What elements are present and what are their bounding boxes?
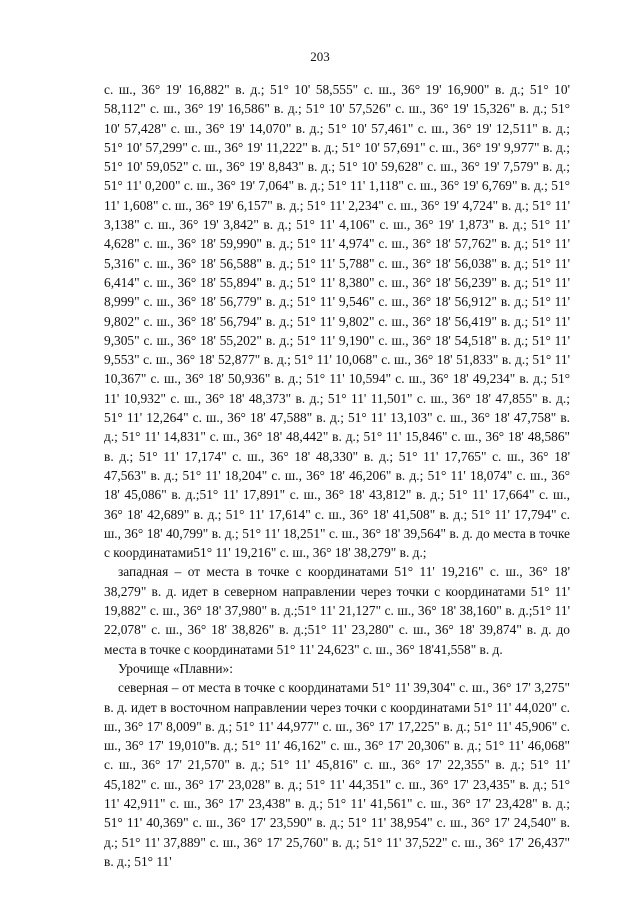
section-heading-plavni: Урочище «Плавни»: [118, 660, 233, 676]
page-number: 203 [310, 49, 330, 64]
northern-boundary: северная – от места в точке с координатами 51° 11' 39,304" с. ш., 36° 17' 3,275" в. д. идет в восточном направлении через точки с координатами 51° 11' 44,020" с. ш., 36° 17' 8,009" в. д.; 51° 11' 44,977" с. ш., 36° 17' 17,225" в. д.; 51° 11' 45,906" с. ш., 36° 17' 19,010"в. д.; 51° 11' 46,162" с. ш., 36° 17' 20,306" в. д.; 51° 11' 46,068" с. ш., 36° 17' 21,570" в. д.; 51° 11' 45,816" с. ш., 36° 17' 22,355" в. д.; 51° 11' 45,182" с. ш., 36° 17' 23,028" в. д.; 51° 11' 44,351" с. ш., 36° 17' 23,435" в. д.; 51° 11' 42,911" с. ш., 36° 17' 23,438" в. д.; 51° 11' 41,561" с. ш., 36° 17' 23,428" в. д.; 51° 11' 40,369" с. ш., 36° 17' 23,590" в. д.; 51° 11' 38,954" с. ш., 36° 17' 24,540" в. д.; 51° 11' 37,889" с. ш., 36° 17' 25,760" в. д.; 51° 11' 37,522" с. ш., 36° 17' 26,437" в. д.; 51° 11' [104, 680, 570, 869]
coordinates-continuation: с. ш., 36° 19' 16,882" в. д.; 51° 10' 58,555" с. ш., 36° 19' 16,900" в. д.; 51° 10' 58,112" с. ш., 36° 19' 16,586" в. д.; 51° 10' 57,526" с. ш., 36° 19' 15,326" в. д.; 51° 10' 57,428" с. ш., 36° 19' 14,070" в. д.; 51° 10' 57,461" с. ш., 36° 19' 12,511" в. д.; 51° 10' 57,299" с. ш., 36° 19' 11,222" в. д.; 51° 10' 57,691" с. ш., 36° 19' 9,977" в. д.; 51° 10' 59,052" с. ш., 36° 19' 8,843" в. д.; 51° 10' 59,628" с. ш., 36° 19' 7,579" в. д.; 51° 11' 0,200" с. ш., 36° 19' 7,064" в. д.; 51° 11' 1,118" с. ш., 36° 19' 6,769" в. д.; 51° 11' 1,608" с. ш., 36° 19' 6,157" в. д.; 51° 11' 2,234" с. ш., 36° 19' 4,724" в. д.; 51° 11' 3,138" с. ш., 36° 19' 3,842" в. д.; 51° 11' 4,106" с. ш., 36° 19' 1,873" в. д.; 51° 11' 4,628" с. ш., 36° 18' 59,990" в. д.; 51° 11' 4,974" с. ш., 36° 18' 57,762" в. д.; 51° 11' 5,316" с. ш., 36° 18' 56,588" в. д.; 51° 11' 5,788" с. ш., 36° 18' 56,038" в. д.; 51° 11' 6,414" с. ш., 36° 18' 55,894" в. д.; 51° 11' 8,380" с. ш., 36° 18' 56,239" в. д.; 51° 11' 8,999" с. ш., 36° 18' 56,779" в. д.; 51° 11' 9,546" с. ш., 36° 18' 56,912" в. д.; 51° 11' 9,802" с. ш., 36° 18' 56,794" в. д.; 51° 11' 9,802" с. ш., 36° 18' 56,419" в. д.; 51° 11' 9,305" с. ш., 36° 18' 55,202" в. д.; 51° 11' 9,190" с. ш., 36° 18' 54,518" в. д.; 51° 11' 9,553" с. ш., 36° 18' 52,877" в. д.; 51° 11' 10,068" с. ш., 36° 18' 51,833" в. д.; 51° 11' 10,367" с. ш., 36° 18' 50,936" в. д.; 51° 11' 10,594" с. ш., 36° 18' 49,234" в. д.; 51° 11' 10,932" с. ш., 36° 18' 48,373" в. д.; 51° 11' 11,501" с. ш., 36° 18' 47,855" в. д.; 51° 11' 12,264" с. ш., 36° 18' 47,588" в. д.; 51° 11' 13,103" с. ш., 36° 18' 47,758" в. д.; 51° 11' 14,831" с. ш., 36° 18' 48,442" в. д.; 51° 11' 15,846" с. ш., 36° 18' 48,586" в. д.; 51° 11' 17,174" с. ш., 36° 18' 48,330" в. д.; 51° 11' 17,765" с. ш., 36° 18' 47,563" в. д.; 51° 11' 18,204" с. ш., 36° 18' 46,206" в. д.; 51° 11' 18,074" с. ш., 36° 18' 45,086" в. д.;51° 11' 17,891" с. ш., 36° 18' 43,812" в. д.; 51° 11' 17,664" с. ш., 36° 18' 42,689" в. д.; 51° 11' 17,614" с. ш., 36° 18' 41,508" в. д.; 51° 11' 17,794" с. ш., 36° 18' 40,799" в. д.; 51° 11' 18,251" с. ш., 36° 18' 39,564" в. д. до места в точке с координатами51° 11' 19,216" с. ш., 36° 18' 38,279" в. д.; [104, 82, 570, 561]
western-boundary: западная – от места в точке с координатами 51° 11' 19,216" с. ш., 36° 18' 38,279" в. д. идет в северном направлении через точки с координатами 51° 11' 19,882" с. ш., 36° 18' 37,980" в. д.;51° 11' 21,127" с. ш., 36° 18' 38,160" в. д.;51° 11' 22,078" с. ш., 36° 18' 38,826" в. д.;51° 11' 23,280" с. ш., 36° 18' 39,874" в. д. до места в точке с координатами 51° 11' 24,623" с. ш., 36° 18'41,558" в. д. [104, 564, 570, 657]
document-body [104, 80, 570, 871]
